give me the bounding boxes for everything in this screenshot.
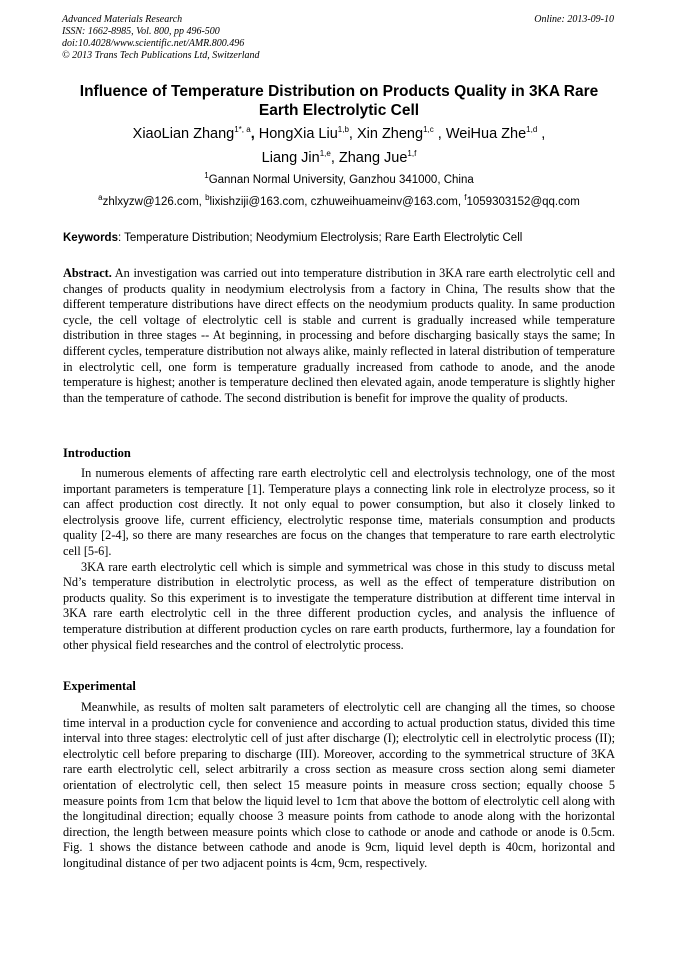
keywords-label: Keywords (63, 232, 118, 244)
paper-title (50, 82, 628, 120)
author-sup: 1,b (337, 125, 349, 135)
keywords (63, 232, 618, 244)
keywords-text: : Temperature Distribution; Neodymium Electrolysis; Rare Earth Electrolytic Cell (117, 232, 523, 244)
author-name: Zhang Jue (338, 150, 408, 166)
doi-line: doi:10.4028/www.scientific.net/AMR.800.496 (62, 38, 245, 49)
affiliation-text: Gannan Normal University, Ganzhou 341000, China (208, 174, 474, 186)
paragraph: 3KA rare earth electrolytic cell which is simple and symmetrical was chose in this study to discuss metal Nd’s temperature distribution in electrolytic process, as well as the effect of temperature distribution on products quality. So this experiment is to investigate the temperature distribution at different time interval in 3KA rare earth electrolytic cell in the three different production cycles, and analysis the influence of temperature distribution at different production cycles on rare earth products, furthermore, lay a foundation for other physical field researches and the control of electrolytic process. (63, 559, 615, 652)
author-sup: 1*, a (234, 125, 251, 135)
email-sup: f (464, 193, 467, 203)
email-link[interactable]: 1059303152@qq.com (466, 196, 580, 208)
author-name: XiaoLian Zhang (132, 126, 235, 142)
affiliation-sup: 1 (204, 171, 209, 181)
author-line-2: Liang Jin$^{1,e}$, Zhang Jue$^{1,f}$ (261, 149, 417, 166)
email-sup: a (98, 193, 103, 203)
introduction-section (63, 466, 615, 653)
section-heading-introduction: Introduction (63, 446, 131, 460)
author-line-1: XiaoLian Zhang$^{1*, a}$, HongXia Liu$^{1,b}$, Xin Zheng$^{1,c}$ , WeiHua Zhe$^{1,d}$ , (132, 125, 546, 142)
paragraph: In numerous elements of affecting rare earth electrolytic cell and electrolysis technology, one of the most important parameters is temperature [1]. Temperature plays a connecting link role in electrolyze process, so it can affect production cost directly. It not only equal to power consumption, but also it closely linked to electrolysis groove life, current efficiency, electrolytic response time, materials consumption and products quality [2-4], so there are many researches are focus on the changes that temperature to rare earth electrolytic cell [5-6]. (63, 466, 615, 558)
abstract-label: Abstract. (63, 266, 112, 280)
author-list (40, 122, 638, 170)
author-sup: 1,e (319, 149, 331, 159)
email-link[interactable]: zhlxyzw@126.com, (102, 196, 206, 208)
author-name: WeiHua Zhe (445, 126, 527, 142)
author-name: HongXia Liu (258, 126, 338, 142)
author-sup: 1,c (423, 125, 434, 135)
copyright-line: © 2013 Trans Tech Publications Ltd, Switzerland (62, 50, 260, 61)
affiliation (40, 171, 638, 186)
author-sup: 1,f (407, 149, 417, 159)
title-line-2: Earth Electrolytic Cell (258, 102, 420, 119)
email-list (30, 193, 648, 208)
email-link[interactable]: lixishziji@163.com, czhuweihuameinv@163.com, (209, 196, 465, 208)
online-date: Online: 2013-09-10 (534, 14, 614, 25)
experimental-section (63, 700, 615, 872)
journal-header (62, 14, 614, 62)
journal-name: Advanced Materials Research (62, 14, 183, 25)
author-name: Liang Jin (261, 150, 320, 166)
abstract (63, 266, 615, 406)
author-sup: 1,d (526, 125, 538, 135)
title-line-1: Influence of Temperature Distribution on Products Quality in 3KA Rare (79, 83, 599, 100)
author-name: Xin Zheng (356, 126, 424, 142)
section-heading-experimental: Experimental (63, 679, 136, 693)
abstract-text: An investigation was carried out into temperature distribution in 3KA rare earth electrolytic cell and changes of products quality in neodymium electrolysis from a factory in China, The results show that the different temperature distributions have direct effects on the neodymium products quality. In same production cycle, the cell voltage of electrolytic cell is stable and current is gradually increased while temperature distribution in three stages -- At beginning, in processing and before discharging basically stays the same; In different cycles, temperature distribution not always alike, mainly reflected in lateral distribution of temperature in electrolytic cell, one form is temperature gradually increased from cathode to anode, and the anode temperature is highest; another is temperature declined then elevated again, anode temperature is slightly higher than the temperature of cathode. The second distribution is benefit for improve the quality of products. (63, 266, 615, 405)
email-sup: b (205, 193, 210, 203)
paragraph: Meanwhile, as results of molten salt parameters of electrolytic cell are changing all the times, so choose time interval in a production cycle for convenience and according to actual production status, divided this time interval into three stages: electrolytic cell of just after discharge (I); electrolytic cell in electrolytic process (II); electrolytic cell before preparing to discharge (III). Moreover, according to the symmetrical structure of 3KA rare earth electrolytic cell, select arbitrarily a cross section as measure cross section along semi diameter orientation of electrolytic cell, then select 15 measure points in measure cross section; equally choose 5 measure points from 1cm that below the liquid level to 1cm that above the bottom of electrolytic cell along with the longitudinal direction; equally choose 3 measure points from cathode to anode along with the horizontal direction, the length between measure points which close to cathode or anode and cathode or anode is 0.5cm. Fig. 1 shows the distance between cathode and anode is 9cm, liquid level depth is 40cm, horizontal and longitudinal distance of per two adjacent points is 4cm, 9cm, respectively. (63, 700, 615, 870)
issn-line: ISSN: 1662-8985, Vol. 800, pp 496-500 (62, 26, 220, 37)
